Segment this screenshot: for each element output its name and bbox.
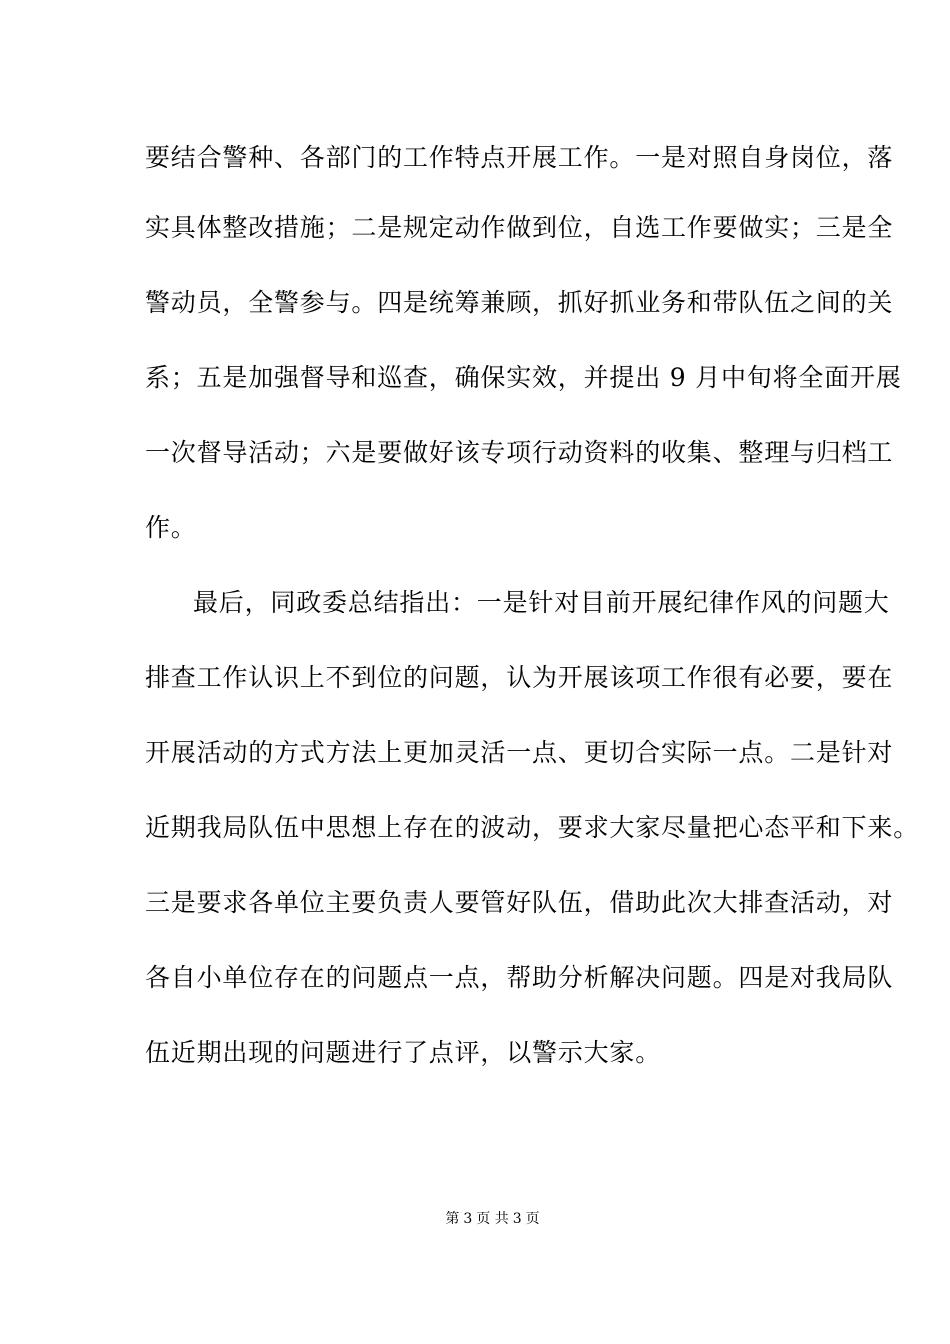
text-line: 最后，同政委总结指出：一是针对目前开展纪律作风的问题大 <box>193 588 890 617</box>
page-footer <box>0 1210 950 1228</box>
footer-total-pages: 3 <box>512 1211 522 1227</box>
footer-page-number: 3 <box>463 1211 473 1227</box>
text-line: 实具体整改措施；二是规定动作做到位，自选工作要做实；三是全 <box>145 213 894 242</box>
footer-mid: 页 共 <box>476 1211 509 1227</box>
text-line: 排查工作认识上不到位的问题，认为开展该项工作很有必要，要在 <box>145 663 894 692</box>
footer-suffix: 页 <box>525 1211 540 1227</box>
footer-prefix: 第 <box>445 1211 460 1227</box>
text-line: 三是要求各单位主要负责人要管好队伍，借助此次大排查活动，对 <box>145 888 894 917</box>
text-line: 要结合警种、各部门的工作特点开展工作。一是对照自身岗位，落 <box>145 143 894 172</box>
text-line: 作。 <box>145 513 197 542</box>
text-line: 各自小单位存在的问题点一点，帮助分析解决问题。四是对我局队 <box>145 963 894 992</box>
text-line: 系；五是加强督导和巡查，确保实效，并提出 9 月中旬将全面开展 <box>145 363 902 392</box>
text-line: 伍近期出现的问题进行了点评，以警示大家。 <box>145 1038 662 1067</box>
text-line: 一次督导活动；六是要做好该专项行动资料的收集、整理与归档工 <box>145 438 894 467</box>
text-line: 警动员，全警参与。四是统筹兼顾，抓好抓业务和带队伍之间的关 <box>145 288 894 317</box>
text-line: 近期我局队伍中思想上存在的波动，要求大家尽量把心态平和下来。 <box>145 813 920 842</box>
text-line: 开展活动的方式方法上更加灵活一点、更切合实际一点。二是针对 <box>145 738 894 767</box>
